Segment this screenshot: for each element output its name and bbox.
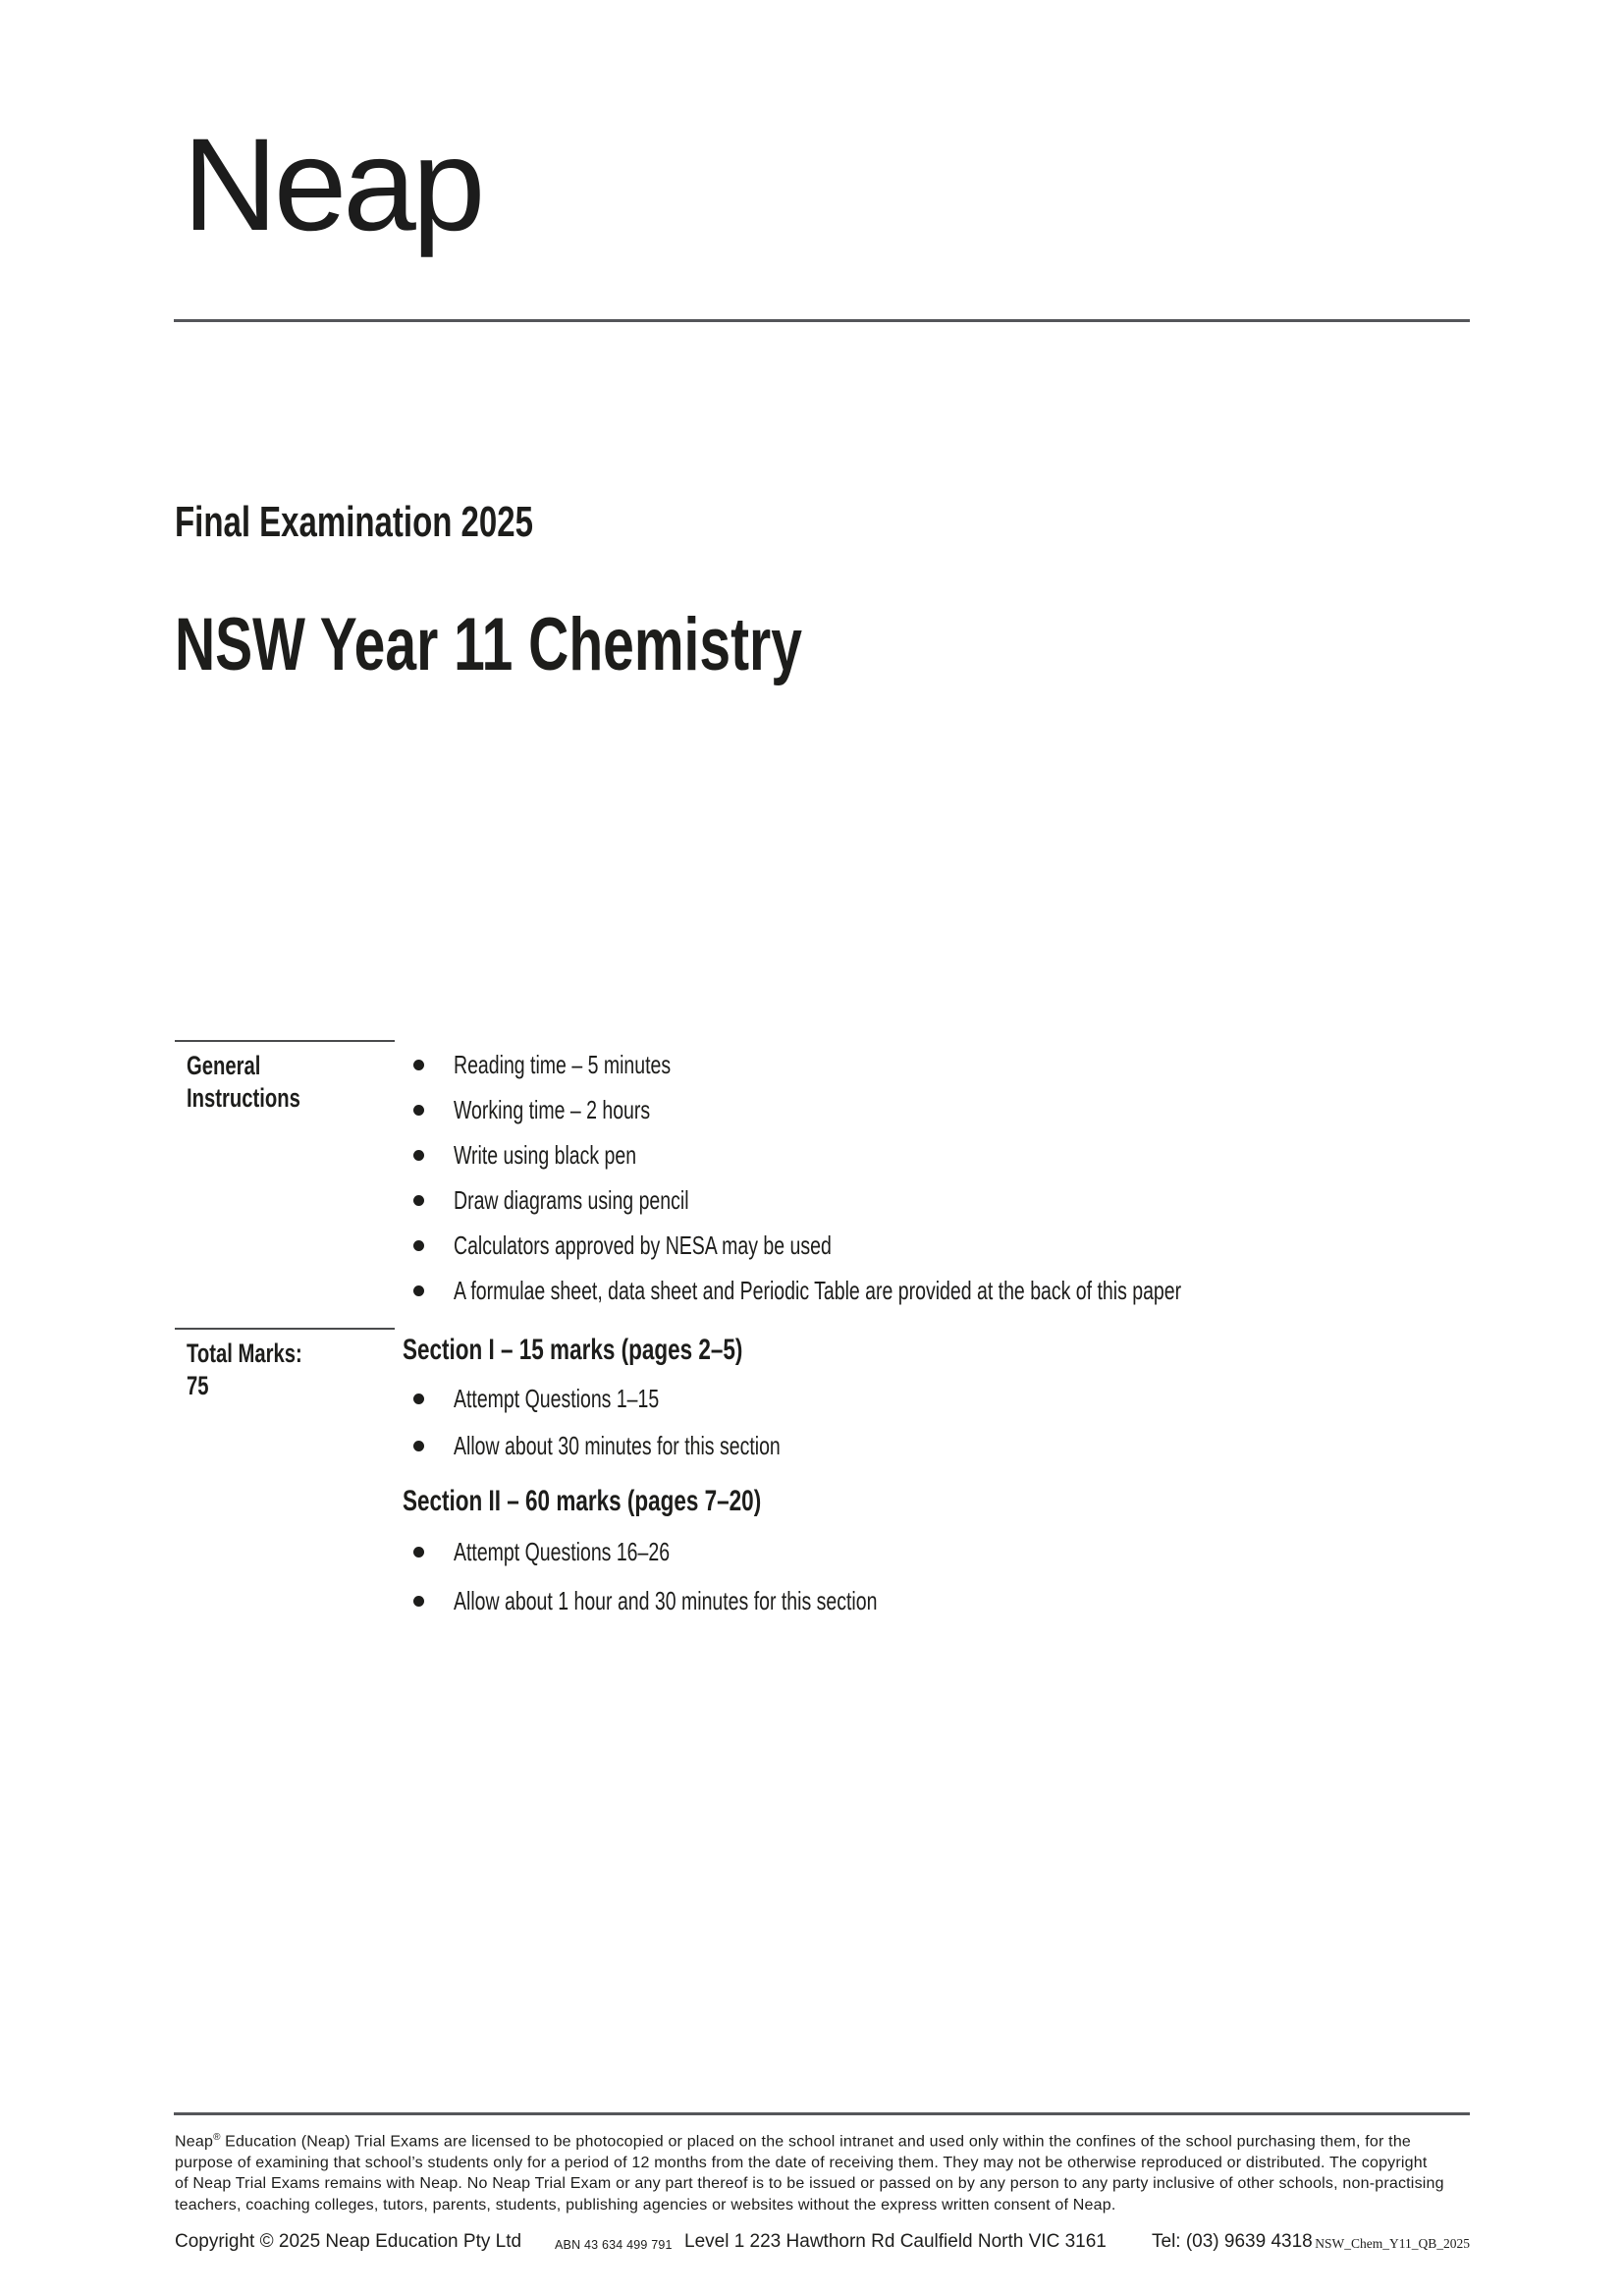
label-line-1	[187, 1050, 395, 1082]
registered-trademark-symbol: ®	[213, 2132, 221, 2143]
bullet-icon	[413, 1150, 424, 1161]
section-1-item	[403, 1433, 1483, 1458]
license-line	[175, 2127, 1481, 2153]
sections-overview	[403, 1328, 1483, 1613]
section-item-text: Attempt Questions 1–15	[454, 1384, 660, 1413]
license-brand: Neap	[175, 2133, 214, 2151]
bullet-icon	[413, 1394, 424, 1404]
label-text: 75	[187, 1371, 209, 1400]
total-marks-label	[175, 1328, 395, 1402]
footer-divider	[174, 2112, 1470, 2115]
instruction-item	[403, 1232, 1483, 1258]
license-line: teachers, coaching colleges, tutors, parents, students, publishing agencies or websites without the express written consent of Neap.	[175, 2196, 1116, 2214]
label-text: Instructions	[187, 1083, 300, 1113]
general-instructions-list	[403, 1040, 1483, 1323]
license-line: purpose of examining that school’s students only for a period of 12 months from the date of receiving them. They may not be otherwise reproduced or distributed. The copyright	[175, 2154, 1428, 2171]
section-item-text: Attempt Questions 16–26	[454, 1537, 671, 1566]
instruction-text: Write using black pen	[454, 1140, 637, 1170]
document-code: NSW_Chem_Y11_QB_2025	[1315, 2236, 1470, 2251]
abn-number: ABN 43 634 499 791	[555, 2238, 673, 2252]
instruction-text: Reading time – 5 minutes	[454, 1050, 672, 1079]
instruction-item	[403, 1142, 1483, 1168]
header-divider	[174, 319, 1470, 322]
telephone: Tel: (03) 9639 4318	[1152, 2231, 1313, 2252]
section-2-item	[403, 1539, 1483, 1564]
bullet-icon	[413, 1596, 424, 1607]
label-line-2	[187, 1082, 395, 1115]
instruction-item	[403, 1097, 1483, 1122]
bullet-icon	[413, 1285, 424, 1296]
exam-title: NSW Year 11 Chemistry	[175, 603, 802, 686]
section-1-item	[403, 1386, 1483, 1411]
license-text-block	[175, 2127, 1481, 2215]
label-line-1	[187, 1338, 395, 1370]
license-line: of Neap Trial Exams remains with Neap. No Neap Trial Exam or any part thereof is to be issued or passed on by any person to any party inclusive of other schools, non-practising	[175, 2175, 1444, 2193]
label-text: Total Marks:	[187, 1339, 302, 1368]
copyright-row	[174, 2221, 1470, 2253]
total-marks-value	[187, 1370, 395, 1402]
instruction-text: Draw diagrams using pencil	[454, 1185, 689, 1215]
bullet-icon	[413, 1060, 424, 1070]
address: Level 1 223 Hawthorn Rd Caulfield North VIC 3161	[684, 2231, 1107, 2252]
instruction-item	[403, 1278, 1483, 1303]
section-2-item	[403, 1588, 1483, 1613]
copyright-notice: Copyright © 2025 Neap Education Pty Ltd	[175, 2231, 522, 2252]
bullet-icon	[413, 1547, 424, 1558]
label-text: General	[187, 1051, 261, 1080]
instruction-item	[403, 1187, 1483, 1213]
bullet-icon	[413, 1105, 424, 1116]
instruction-text: Calculators approved by NESA may be used	[454, 1230, 832, 1260]
instruction-text: Working time – 2 hours	[454, 1095, 651, 1124]
bullet-icon	[413, 1441, 424, 1451]
section-heading-text: Section II – 60 marks (pages 7–20)	[403, 1485, 762, 1517]
section-heading-text: Section I – 15 marks (pages 2–5)	[403, 1334, 743, 1366]
license-text: Education (Neap) Trial Exams are licensed to be photocopied or placed on the school intranet and used only within the confines of the school purchasing them, for the	[220, 2133, 1412, 2151]
neap-logo: Neap	[183, 112, 482, 258]
section-2-heading	[403, 1485, 1483, 1518]
exam-series-heading: Final Examination 2025	[175, 498, 533, 546]
section-item-text: Allow about 1 hour and 30 minutes for this section	[454, 1586, 878, 1615]
section-item-text: Allow about 30 minutes for this section	[454, 1431, 781, 1460]
general-instructions-label	[175, 1040, 395, 1115]
instruction-text: A formulae sheet, data sheet and Periodic Table are provided at the back of this paper	[454, 1276, 1182, 1305]
bullet-icon	[413, 1240, 424, 1251]
bullet-icon	[413, 1195, 424, 1206]
section-1-heading	[403, 1334, 1483, 1367]
instruction-item	[403, 1052, 1483, 1077]
